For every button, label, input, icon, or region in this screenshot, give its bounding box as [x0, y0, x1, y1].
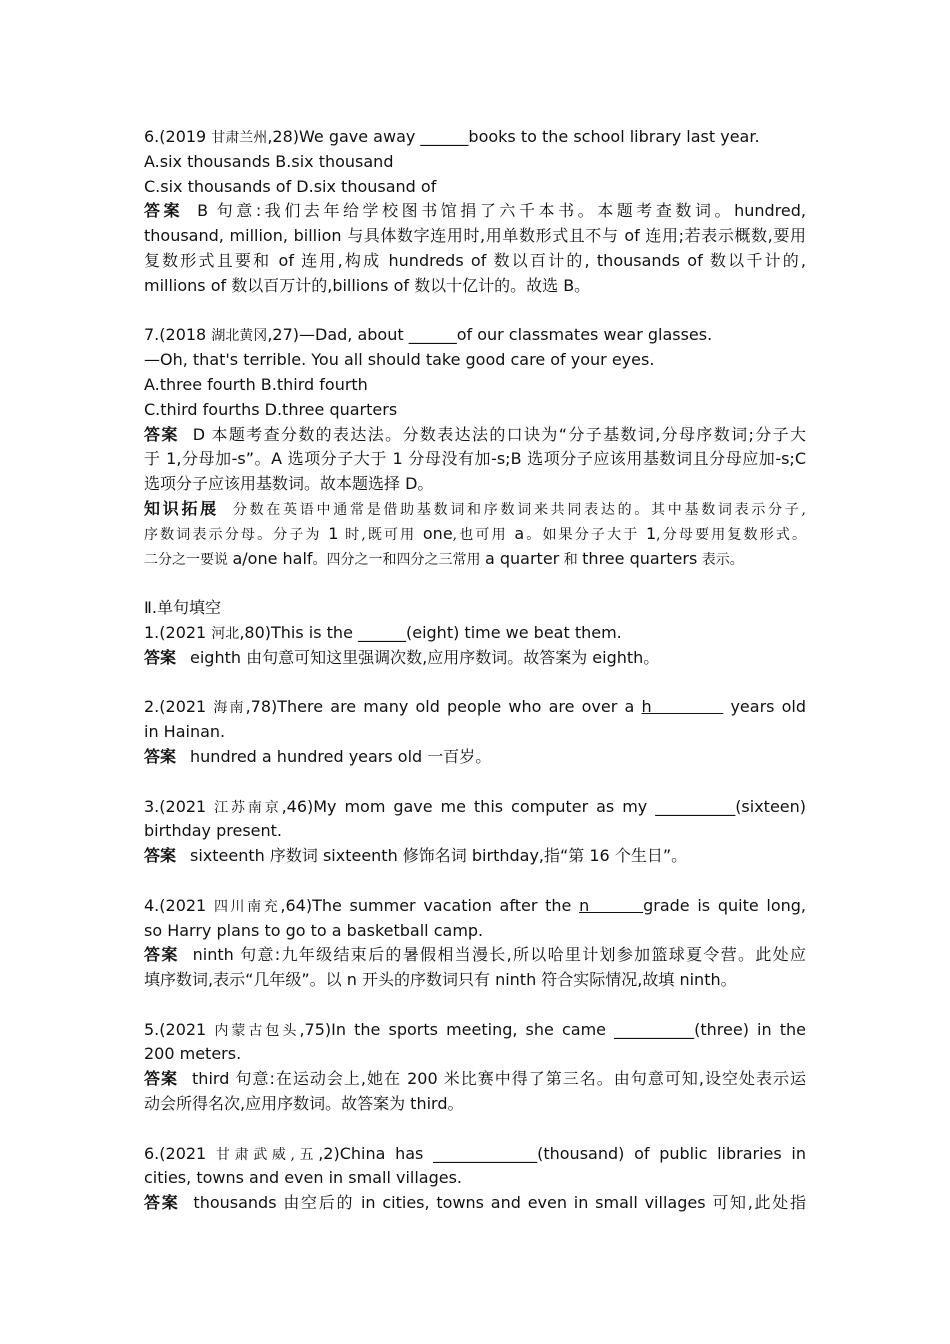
fill-blank: n	[579, 895, 644, 915]
text-line	[144, 274, 806, 299]
source-text: 海南	[213, 700, 246, 717]
text-run: thousands 由空后的 in cities, towns and even in small villages 可知,此处指	[193, 1193, 806, 1213]
text-line	[144, 1092, 806, 1117]
text-run: —Oh, that's terrible. You all should take good care of your eyes.	[144, 350, 655, 370]
question-block	[144, 894, 806, 993]
text-run: A.six thousands B.six thousand	[144, 151, 394, 171]
source-text: 甘肃兰州	[211, 130, 268, 146]
text-line	[144, 497, 806, 522]
source-text: 内蒙古包头	[214, 1022, 300, 1039]
source-text: 二分之一要说	[144, 551, 233, 568]
answer-label: 知识拓展	[144, 498, 219, 518]
text-run: 6.(2021	[144, 1143, 216, 1163]
text-line	[144, 646, 806, 671]
text-run: B 句意:我们去年给学校图书馆捐了六千本书。本题考查数词。hundred,	[197, 201, 806, 221]
text-run: Ⅱ.单句填空	[144, 598, 221, 618]
text-run: grade is quite long,	[643, 895, 806, 915]
text-run: C.six thousands of D.six thousand of	[144, 176, 437, 196]
source-text: 甘肃武威,五	[215, 1146, 319, 1163]
text-run: 动会所得名次,应用序数词。故答案为 third。	[144, 1094, 464, 1114]
question-block	[144, 695, 806, 769]
text-run: eighth 由句意可知这里强调次数,应用序数词。故答案为 eighth。	[190, 647, 660, 667]
text-run: 5.(2021	[144, 1019, 215, 1039]
text-line	[144, 1018, 806, 1043]
text-line	[144, 323, 806, 348]
text-run: ,78)There are many old people who are over a	[245, 697, 642, 717]
text-run: thousand, million, billion 与具体数字连用时,用单数形式且不与 of 连用;若表示概数,要用	[144, 226, 806, 246]
text-run: birthday present.	[144, 821, 283, 841]
document-body	[144, 125, 806, 1241]
text-line	[144, 199, 806, 224]
answer-label: 答案	[144, 945, 179, 965]
source-text: ,分母要用复数形式。	[656, 526, 806, 543]
text-line	[144, 249, 806, 274]
text-line	[144, 224, 806, 249]
question-block	[144, 795, 806, 869]
answer-label: 答案	[144, 1069, 179, 1089]
text-line	[144, 175, 806, 200]
text-line	[144, 943, 806, 968]
text-line	[144, 695, 806, 720]
text-line	[144, 720, 806, 745]
text-run: 4.(2021	[144, 895, 214, 915]
question-block	[144, 323, 806, 571]
text-run: 2.(2021	[144, 697, 214, 717]
answer-label: 答案	[144, 647, 177, 667]
source-text: 时,既可用	[338, 526, 423, 543]
text-run: 选项分子应该用基数词。故本题选择 D。	[144, 474, 434, 494]
question-block	[144, 125, 806, 299]
answer-label: 答案	[144, 424, 179, 444]
text-run: ,46)My mom gave me this computer as my __________(sixteen)	[281, 796, 806, 816]
text-run: ,80)This is the ______(eight) time we beat them.	[239, 622, 622, 642]
source-text: ,也可用	[452, 526, 515, 543]
source-text: 。四分之一和四分之三常用	[312, 551, 485, 568]
source-text: 江苏南京	[214, 799, 282, 816]
text-run: years old	[723, 697, 806, 717]
text-line	[144, 1042, 806, 1067]
answer-label: 答案	[144, 746, 177, 766]
text-run: hundred a hundred years old 一百岁。	[190, 746, 492, 766]
text-line	[144, 596, 806, 621]
text-run: so Harry plans to go to a basketball camp.	[144, 920, 484, 940]
source-text: 四川南充	[213, 898, 281, 915]
text-run: ,2)China has _____________(thousand) of public libraries in	[318, 1143, 806, 1163]
text-line	[144, 373, 806, 398]
text-line	[144, 1166, 806, 1191]
text-line	[144, 894, 806, 919]
text-line	[144, 447, 806, 472]
text-run: ,28)We gave away ______books to the school library last year.	[267, 127, 760, 146]
text-line	[144, 919, 806, 944]
text-line	[144, 968, 806, 993]
text-run: a	[514, 523, 525, 543]
source-text: 和	[559, 551, 583, 568]
text-line	[144, 348, 806, 373]
text-run: ninth 句意:九年级结束后的暑假相当漫长,所以哈里计划参加篮球夏令营。此处应	[192, 945, 806, 965]
text-run: three quarters	[582, 548, 698, 568]
text-line	[144, 1191, 806, 1216]
source-text: 分数在英语中通常是借助基数词和序数词来共同表达的。其中基数词表示分子,	[232, 501, 806, 518]
text-run: a quarter	[484, 548, 560, 568]
text-run: 7.(2018	[144, 325, 212, 345]
text-run: 填序数词,表示“几年级”。以 n 开头的序数词只有 ninth 符合实际情况,故填 ninth。	[144, 970, 737, 990]
answer-label: 答案	[144, 846, 177, 866]
question-block	[144, 1018, 806, 1117]
text-run: 1	[645, 523, 657, 543]
source-text: 湖北黄冈	[211, 328, 268, 345]
text-line	[144, 547, 806, 572]
text-run: D 本题考查分数的表达法。分数表达法的口诀为“分子基数词,分母序数词;分子大	[192, 424, 806, 444]
answer-label: 答案	[144, 1193, 180, 1213]
text-line	[144, 795, 806, 820]
text-run: one	[422, 523, 453, 543]
text-line	[144, 150, 806, 175]
text-line	[144, 844, 806, 869]
text-line	[144, 745, 806, 770]
text-run: 200 meters.	[144, 1044, 242, 1064]
text-run: 1.(2021	[144, 622, 212, 642]
text-run: ,64)The summer vacation after the	[280, 895, 580, 915]
text-run: 3.(2021	[144, 796, 215, 816]
text-run: 6.(2019	[144, 127, 212, 146]
answer-label: 答案	[144, 201, 184, 221]
text-run: a/one half	[232, 548, 313, 568]
question-block	[144, 1142, 806, 1216]
text-run: sixteenth 序数词 sixteenth 修饰名词 birthday,指“第 16 个生日”。	[190, 846, 688, 866]
text-run: 于 1,分母加-s”。A 选项分子大于 1 分母没有加-s;B 选项分子应该用基数词且分母应加-s;C	[144, 449, 806, 469]
text-line	[144, 522, 806, 547]
text-run: ,27)—Dad, about ______of our classmates wear glasses.	[267, 325, 713, 345]
text-run: millions of 数以百万计的,billions of 数以十亿计的。故选 B。	[144, 275, 591, 295]
text-run: third 句意:在运动会上,她在 200 米比赛中得了第三名。由句意可知,设空处表示运	[192, 1069, 806, 1089]
text-line	[144, 621, 806, 646]
text-line	[144, 423, 806, 448]
source-text: 序数词表示分母。分子为	[144, 526, 329, 543]
text-line	[144, 1067, 806, 1092]
text-run: in Hainan.	[144, 722, 226, 742]
question-block	[144, 596, 806, 670]
text-run: ,75)In the sports meeting, she came __________(three) in the	[299, 1019, 806, 1039]
text-line	[144, 398, 806, 423]
source-text: 表示。	[697, 551, 744, 568]
text-line	[144, 819, 806, 844]
source-text: 。如果分子大于	[524, 526, 646, 543]
text-run: A.three fourth B.third fourth	[144, 374, 368, 394]
text-run: C.third fourths D.three quarters	[144, 399, 398, 419]
text-line	[144, 125, 806, 150]
text-run: 1	[328, 523, 339, 543]
fill-blank: h	[641, 697, 724, 717]
text-run: 复数形式且要和 of 连用,构成 hundreds of 数以百计的, thousands of 数以千计的,	[144, 250, 806, 270]
source-text: 河北	[211, 625, 240, 642]
text-run: cities, towns and even in small villages.	[144, 1168, 462, 1188]
text-line	[144, 472, 806, 497]
text-line	[144, 1142, 806, 1167]
